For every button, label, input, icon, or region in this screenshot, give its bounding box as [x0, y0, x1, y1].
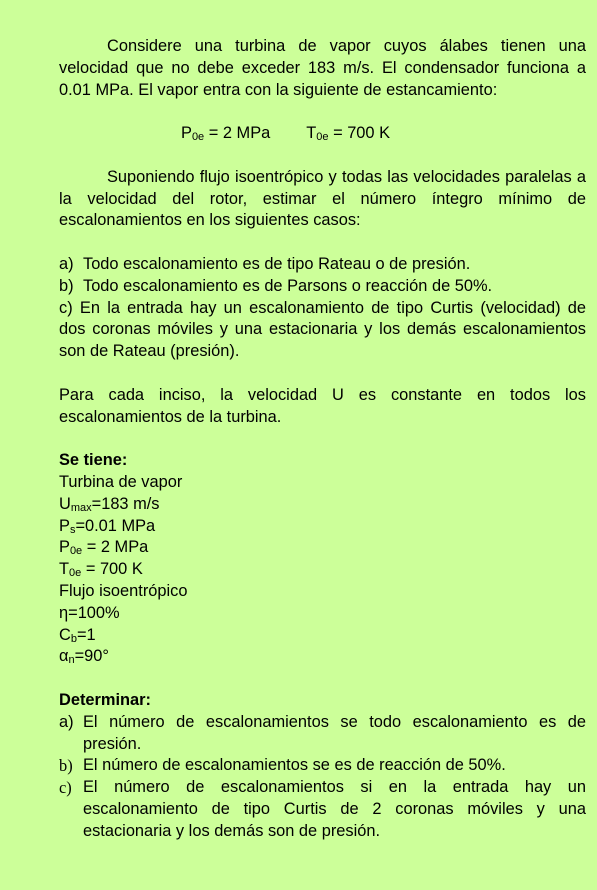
given-line-6: Flujo isoentrópico — [59, 581, 188, 600]
given-p0e: $P_{0e} = 2$ MPa — [59, 538, 149, 558]
constant-velocity-note: Para cada inciso, la velocidad U es constante en todos los escalonamientos de la turbina. — [59, 385, 586, 426]
given-heading: Se tiene: — [59, 451, 128, 470]
assumptions-paragraph: Suponiendo flujo isoentrópico y todas las velocidades paralelas a la velocidad del rotor, estimar el número íntegro mínimo de escalonamientos en los siguientes casos: — [59, 167, 586, 230]
given-cb: $C_b=1$ — [59, 625, 96, 645]
determine-c: c) El número de escalonamientos si en la entrada hay un escalonamiento de tipo Curtis de 2 coronas móviles y una estacionaria y los demás son de presión. — [59, 778, 586, 840]
given-an: $\alpha_n=90^\circ$ — [59, 647, 109, 667]
determine-heading: Determinar: — [59, 690, 151, 709]
case-b: b) Todo escalonamiento es de Parsons o reacción de 50%. — [59, 276, 493, 295]
given-ps: $P_s=0.01$ MPa — [59, 516, 156, 536]
given-t0e: $T_{0e} = 700$ K — [59, 560, 143, 580]
given-section — [59, 450, 586, 668]
given-umax: $U_{max}=183$ m/s — [59, 494, 160, 514]
determine-a: a) El número de escalonamientos se todo escalonamiento es de presión. — [59, 712, 586, 753]
case-c: c) En la entrada hay un escalonamiento de tipo Curtis (velocidad) de dos coronas móviles y una estacionaria y los demás escalonamientos son de Rateau (presión). — [59, 298, 586, 361]
given-line-7: η=100% — [59, 603, 120, 622]
determine-section — [59, 690, 586, 843]
given-line-1: Turbina de vapor — [59, 472, 183, 491]
determine-b: b) El número de escalonamientos se es de reacción de 50%. — [59, 756, 506, 776]
case-a: a) Todo escalonamiento es de tipo Rateau o de presión. — [59, 254, 471, 273]
intro-paragraph: Considere una turbina de vapor cuyos álabes tienen una velocidad que no debe exceder 183 m/s. El condensador funciona a 0.01 MPa. El vapor entra con la siguiente de estancamiento: — [59, 37, 586, 99]
inlet-conditions: $P_{0e} = 2$ MPa $T_{0e} = 700$ K — [181, 124, 391, 144]
